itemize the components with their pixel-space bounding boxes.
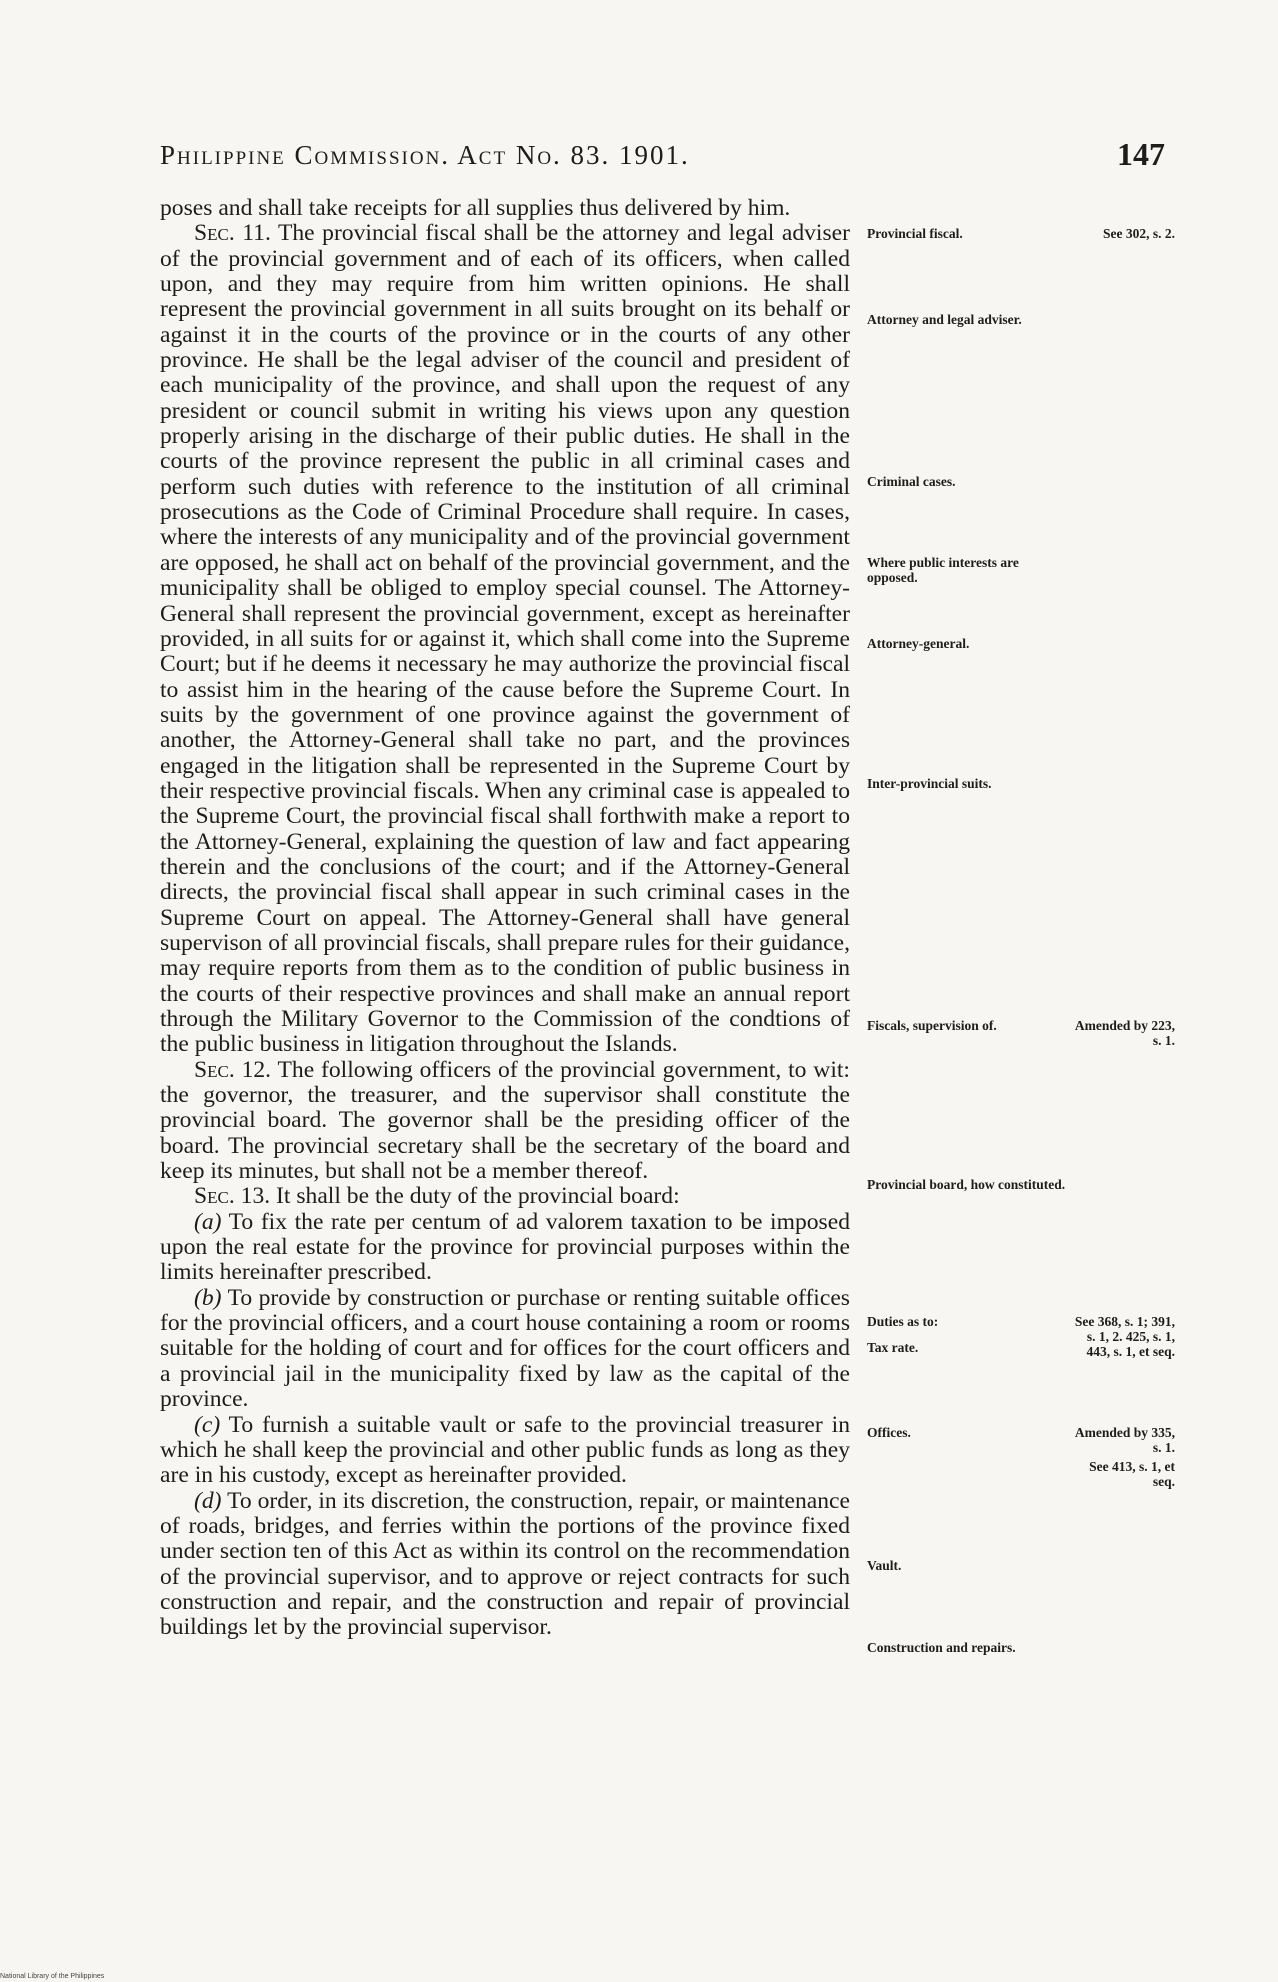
running-head: Philippine Commission. Act No. 83. 1901. — [160, 140, 690, 170]
amendment-note: See 368, s. 1; 391, s. 1, 2. 425, s. 1, 443, s. 1, et seq. — [1074, 1314, 1175, 1359]
body-text — [160, 196, 850, 1641]
section-11 — [160, 221, 850, 1057]
paragraph-text: To fix the rate per centum of ad valorem taxation to be imposed upon the real estate for the province for provincial purposes within the limits hereinafter prescribed. — [160, 1208, 850, 1286]
clause-a — [160, 1210, 850, 1286]
clause-label: (d) — [194, 1487, 222, 1514]
side-note: Provincial fiscal. — [867, 226, 963, 241]
side-note: Duties as to: — [867, 1314, 939, 1329]
side-note: Attorney and legal adviser. — [867, 312, 1022, 327]
amendment-note: See 302, s. 2. — [1103, 226, 1175, 241]
amendment-note: Amended by 223, s. 1. — [1074, 1018, 1175, 1048]
paragraph-text: To order, in its discretion, the construction, repair, or maintenance of roads, bridges, and ferries within the portions of the province fixed under section ten of this Act as within its control on the recommendation of the provincial supervisor, and to approve or reject contracts for such construction and repair, and the construction and repair of provincial buildings let by the provincial supervisor. — [160, 1487, 850, 1641]
section-label: Sec. 11. — [194, 220, 271, 247]
side-note: Provincial board, how constituted. — [867, 1177, 1066, 1192]
side-note: Construction and repairs. — [867, 1640, 1016, 1655]
paragraph-text: The following officers of the provincial government, to wit: the governor, the treasurer, and the supervisor shall constitute the provincial board. The governor shall be the presiding officer of the board. The provincial secretary shall be the secretary of the board and keep its minutes, but shall not be a member thereof. — [160, 1056, 850, 1185]
clause-label: (a) — [194, 1208, 222, 1235]
side-note: Inter-provincial suits. — [867, 776, 992, 791]
paragraph-text: poses and shall take receipts for all supplies thus delivered by him. — [160, 195, 791, 221]
section-12 — [160, 1058, 850, 1185]
paragraph-text: To provide by construction or purchase or renting suitable offices for the provincial officers, and a court house containing a room or rooms suitable for the holding of court and for offices for the court officers and a provincial jail in the municipality fixed by law as the capital of the province. — [160, 1284, 850, 1413]
side-note: Vault. — [867, 1558, 902, 1573]
section-label: Sec. 13. — [194, 1183, 271, 1210]
clause-label: (b) — [194, 1284, 222, 1311]
paragraph-text: The provincial fiscal shall be the attorney and legal adviser of the provincial government and of each of its officers, when called upon, and they may require from him written opinions. He shall represent the provincial government in all suits brought on its behalf or against it in the courts of the province or in the courts of any other province. He shall be the legal adviser of the council and president of each municipality of the province, and shall upon the request of any president or council submit in writing his views upon any question properly arising in the discharge of their public duties. He shall in the courts of the province represent the public in all criminal cases and perform such duties with reference to the institution of all criminal prosecutions as the Code of Criminal Procedure shall require. In cases, where the interests of any municipality and of the provincial government are opposed, he shall act on behalf of the provincial government, and the municipality shall be obliged to employ special counsel. The Attorney-General shall represent the provincial government, except as hereinafter provided, in all suits for or against it, which shall come into the Supreme Court; but if he deems it necessary he may authorize the provincial fiscal to assist him in the hearing of the cause before the Supreme Court. In suits by the government of one province against the government of another, the Attorney-General shall take no part, and the provinces engaged in the litigation shall be represented in the Supreme Court by their respective provincial fiscals. When any criminal case is appealed to the Supreme Court, the provincial fiscal shall forthwith make a report to the Attorney-General, explaining the question of law and fact appearing therein and the conclusions of the court; and if the Attorney-General directs, the provincial fiscal shall appear in such criminal cases in the Supreme Court on appeal. The Attorney-General shall have general supervison of all provincial fiscals, shall prepare rules for their guidance, may require reports from them as to the condition of public business in the courts of their respective provinces and shall make an annual report through the Military Governor to the Commission of the condtions of the public business in litigation throughout the Islands. — [160, 220, 850, 1058]
paragraph-text: To furnish a suitable vault or safe to the provincial treasurer in which he shall keep the provincial and other public funds as long as they are in his custody, except as hereinafter provided. — [160, 1411, 850, 1489]
side-note: Attorney-general. — [867, 636, 970, 651]
clause-b — [160, 1286, 850, 1413]
side-note: Where public interests are opposed. — [867, 555, 1019, 585]
side-note: Fiscals, supervision of. — [867, 1018, 997, 1033]
amendment-note: See 413, s. 1, et seq. — [1089, 1459, 1175, 1489]
section-13 — [160, 1184, 850, 1209]
side-note: Offices. — [867, 1425, 911, 1440]
section-label: Sec. 12. — [194, 1056, 272, 1083]
clause-label: (c) — [194, 1411, 221, 1438]
clause-d — [160, 1489, 850, 1641]
library-footer: National Library of the Philippines — [0, 1973, 105, 1980]
amendment-note: Amended by 335, s. 1. — [1074, 1425, 1175, 1455]
clause-c — [160, 1413, 850, 1489]
paragraph-text: It shall be the duty of the provincial board: — [270, 1183, 680, 1210]
page-number: 147 — [1117, 136, 1165, 172]
side-note: Tax rate. — [867, 1340, 919, 1355]
paragraph — [160, 196, 850, 221]
side-note: Criminal cases. — [867, 474, 956, 489]
page-header — [160, 136, 1165, 176]
